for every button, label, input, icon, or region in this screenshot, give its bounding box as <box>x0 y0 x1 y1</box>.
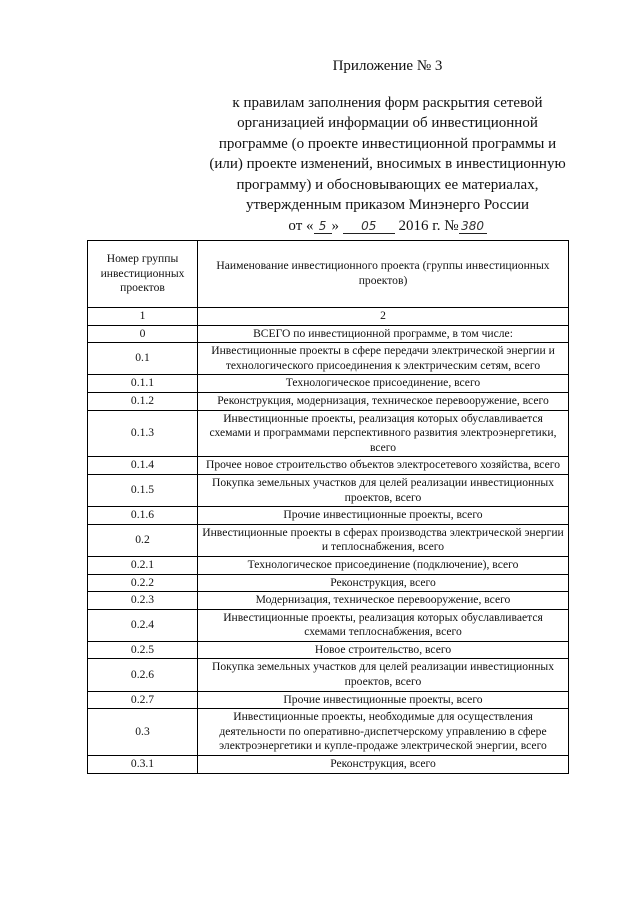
group-number-cell: 0.1.1 <box>88 375 198 393</box>
group-number-cell: 0.1 <box>88 343 198 375</box>
table-row <box>88 709 569 756</box>
header-line: программу) и обосновывающих ее материалах, <box>236 176 539 193</box>
order-date-line <box>190 216 585 237</box>
header-line: программе (о проекте инвестиционной программы и <box>218 135 557 152</box>
appendix-title: Приложение № 3 <box>332 58 443 74</box>
table-row <box>88 609 569 641</box>
table-row <box>88 524 569 556</box>
project-name-cell: Новое строительство, всего <box>198 641 569 659</box>
group-number-cell: 0.2.7 <box>88 691 198 709</box>
column-number-cell: 2 <box>198 308 569 326</box>
table-row <box>88 474 569 506</box>
group-number-cell: 0.2.2 <box>88 574 198 592</box>
project-name-cell: Инвестиционные проекты, реализация которых обуславливается схемами и программами перспективного развития электроэнергетики, всего <box>198 410 569 457</box>
investment-groups-table <box>87 240 569 774</box>
table-row <box>88 691 569 709</box>
group-number-cell: 0.2.4 <box>88 609 198 641</box>
group-number-cell: 0.1.3 <box>88 410 198 457</box>
group-number-cell: 0.2 <box>88 524 198 556</box>
project-name-cell: Прочее новое строительство объектов электросетевого хозяйства, всего <box>198 457 569 475</box>
date-mid: » <box>331 217 340 234</box>
table-row <box>88 392 569 410</box>
group-number-cell: 0.3 <box>88 709 198 756</box>
header-line: утвержденным приказом Минэнерго России <box>245 197 530 213</box>
group-number-cell: 0.1.6 <box>88 507 198 525</box>
date-prefix: от « <box>288 217 314 234</box>
project-name-cell: Покупка земельных участков для целей реализации инвестиционных проектов, всего <box>198 474 569 506</box>
table-row <box>88 659 569 691</box>
project-name-cell: Модернизация, техническое перевооружение, всего <box>198 592 569 610</box>
table-row <box>88 574 569 592</box>
table-row <box>88 457 569 475</box>
project-name-cell: Покупка земельных участков для целей реализации инвестиционных проектов, всего <box>198 659 569 691</box>
handwritten-day: 5 <box>314 220 332 234</box>
group-number-cell: 0.2.6 <box>88 659 198 691</box>
date-year-text: 2016 г. № <box>398 217 459 234</box>
table-header-row <box>88 241 569 308</box>
column-header-group-number: Номер группы инвестиционных проектов <box>88 241 198 308</box>
table-row <box>88 410 569 457</box>
group-number-cell: 0.3.1 <box>88 756 198 774</box>
project-name-cell: Технологическое присоединение, всего <box>198 375 569 393</box>
project-name-cell: Инвестиционные проекты в сфере передачи электрической энергии и технологического присоединения к электрическим сетям, всего <box>198 343 569 375</box>
column-header-project-name: Наименование инвестиционного проекта (группы инвестиционных проектов) <box>198 241 569 308</box>
project-name-cell: ВСЕГО по инвестиционной программе, в том числе: <box>198 325 569 343</box>
table-row <box>88 343 569 375</box>
project-name-cell: Инвестиционные проекты, необходимые для осуществления деятельности по оперативно-диспетчерскому управлению в сфере электроэнергетики и купле-продаже электрической энергии, всего <box>198 709 569 756</box>
handwritten-month: 05 <box>343 220 395 234</box>
table-row <box>88 756 569 774</box>
header-line: (или) проекте изменений, вносимых в инвестиционную <box>209 156 566 172</box>
table-row <box>88 592 569 610</box>
group-number-cell: 0.2.3 <box>88 592 198 610</box>
header-line: к правилам заполнения форм раскрытия сетевой <box>232 94 543 111</box>
header-line: организацией информации об инвестиционной <box>237 115 538 131</box>
document-header <box>190 56 585 236</box>
group-number-cell: 0.1.5 <box>88 474 198 506</box>
project-name-cell: Реконструкция, модернизация, техническое перевооружение, всего <box>198 392 569 410</box>
group-number-cell: 0.1.4 <box>88 457 198 475</box>
project-name-cell: Инвестиционные проекты, реализация которых обуславливается схемами теплоснабжения, всего <box>198 609 569 641</box>
project-name-cell: Прочие инвестиционные проекты, всего <box>198 507 569 525</box>
column-number-row <box>88 308 569 326</box>
handwritten-order-number: 380 <box>459 220 487 234</box>
column-number-cell: 1 <box>88 308 198 326</box>
table-row <box>88 641 569 659</box>
table-row <box>88 375 569 393</box>
table-row <box>88 556 569 574</box>
table-row <box>88 507 569 525</box>
project-name-cell: Прочие инвестиционные проекты, всего <box>198 691 569 709</box>
project-name-cell: Инвестиционные проекты в сферах производства электрической энергии и теплоснабжения, всего <box>198 524 569 556</box>
group-number-cell: 0.2.1 <box>88 556 198 574</box>
group-number-cell: 0 <box>88 325 198 343</box>
project-name-cell: Реконструкция, всего <box>198 574 569 592</box>
project-name-cell: Технологическое присоединение (подключение), всего <box>198 556 569 574</box>
group-number-cell: 0.1.2 <box>88 392 198 410</box>
group-number-cell: 0.2.5 <box>88 641 198 659</box>
project-name-cell: Реконструкция, всего <box>198 756 569 774</box>
table-row <box>88 325 569 343</box>
